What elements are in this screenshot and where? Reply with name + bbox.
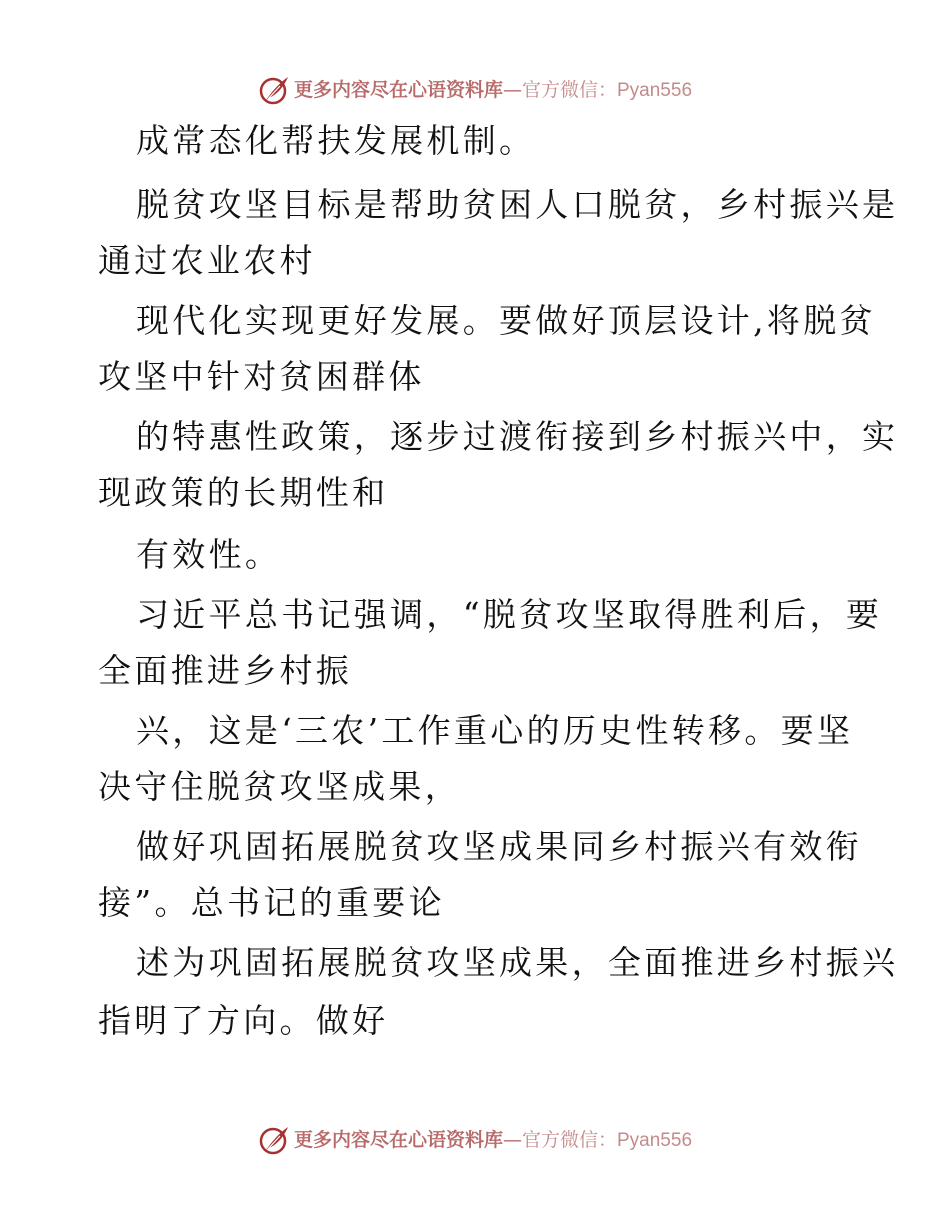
text-line: 现政策的长期性和	[98, 473, 389, 512]
text-line: 指明了方向。做好	[98, 1001, 389, 1040]
banner-wechat-label: 官方微信：	[521, 1128, 617, 1151]
text-line: 攻坚中针对贫困群体	[98, 357, 425, 396]
text-line: 现代化实现更好发展。要做好顶层设计,将脱贫	[136, 301, 876, 340]
text-line: 兴，这是‘三农’工作重心的历史性转移。要坚	[136, 711, 854, 750]
text-line: 通过农业农村	[98, 241, 316, 280]
text-line: 的特惠性政策，逐步过渡衔接到乡村振兴中，实	[136, 417, 899, 456]
text-line: 有效性。	[136, 535, 282, 574]
text-line: 做好巩固拓展脱贫攻坚成果同乡村振兴有效衔	[136, 827, 862, 866]
banner-dash: —	[502, 1128, 522, 1151]
feather-pen-logo-icon	[258, 1124, 290, 1156]
header-banner	[0, 72, 950, 108]
banner-wechat-label: 官方微信：	[521, 78, 617, 101]
banner-wechat-id: Pyan556	[617, 1129, 693, 1151]
footer-banner	[0, 1122, 950, 1158]
banner-title: 更多内容尽在心语资料库	[293, 78, 503, 101]
text-line: 全面推进乡村振	[98, 651, 353, 690]
text-line: 脱贫攻坚目标是帮助贫困人口脱贫，乡村振兴是	[136, 185, 899, 224]
banner-title: 更多内容尽在心语资料库	[293, 1128, 503, 1151]
text-line: 述为巩固拓展脱贫攻坚成果，全面推进乡村振兴	[136, 943, 899, 982]
banner-dash: —	[502, 78, 522, 101]
banner-wechat-id: Pyan556	[617, 79, 693, 101]
text-line: 接”。总书记的重要论	[98, 883, 445, 922]
text-line: 成常态化帮扶发展机制。	[136, 121, 536, 160]
text-line: 决守住脱贫攻坚成果，	[98, 767, 461, 806]
text-line: 习近平总书记强调，“脱贫攻坚取得胜利后，要	[136, 595, 883, 634]
feather-pen-logo-icon	[258, 74, 290, 106]
